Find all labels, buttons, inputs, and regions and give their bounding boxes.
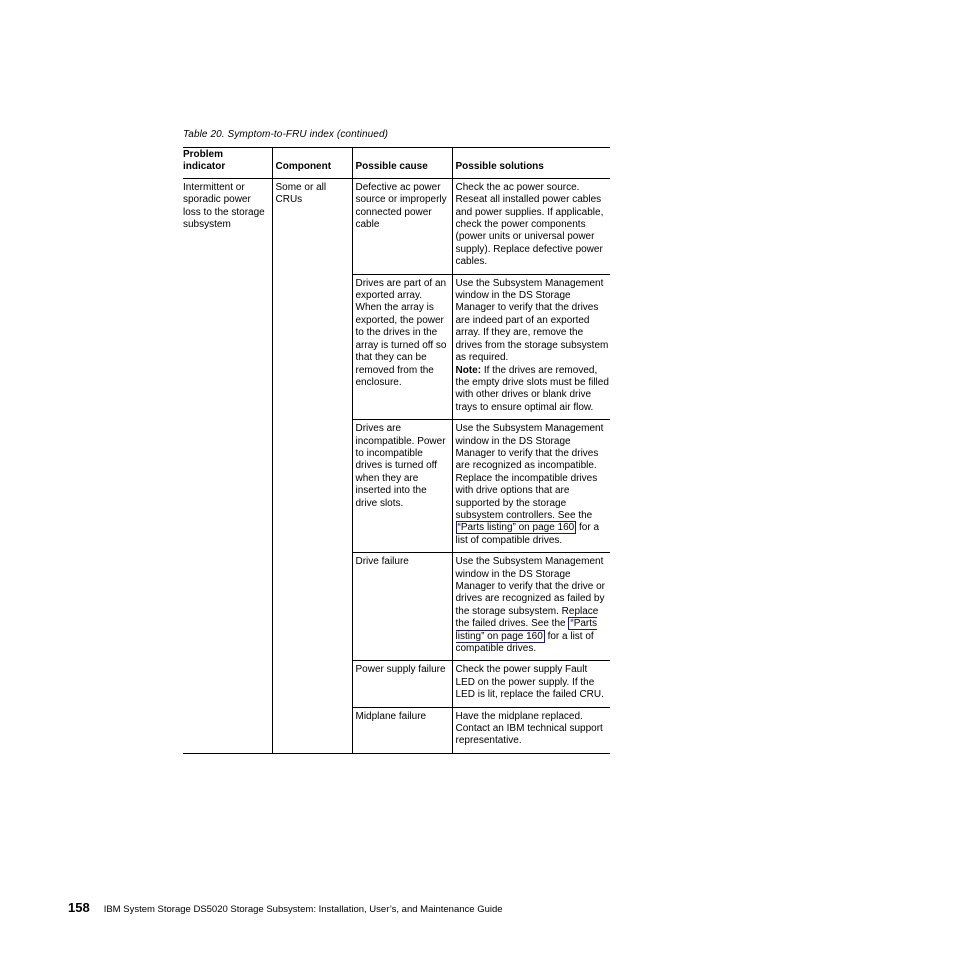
page-number: 158 bbox=[68, 900, 90, 915]
solution-cell: Check the ac power source. Reseat all installed power cables and power supplies. If applicable, check the power components (power units or universal power supply). Replace defective power cables. bbox=[452, 178, 610, 274]
solution-text: Use the Subsystem Management window in the DS Storage Manager to verify that the drives are recognized as incompatible. Replace the incompatible drives with drive options that are supported by the storage subsystem controllers. See the bbox=[455, 423, 604, 521]
header-possible-cause: Possible cause bbox=[352, 148, 452, 179]
note-label: Note: bbox=[455, 364, 482, 376]
table-header-row bbox=[183, 148, 610, 179]
header-component: Component bbox=[272, 148, 352, 179]
cause-cell: Defective ac power source or improperly connected power cable bbox=[352, 178, 452, 274]
header-possible-solutions: Possible solutions bbox=[452, 148, 610, 179]
parts-listing-link[interactable]: “Parts listing” on page 160 bbox=[455, 618, 598, 642]
symptom-to-fru-table bbox=[183, 147, 610, 754]
cause-cell: Drive failure bbox=[352, 553, 452, 661]
cause-cell: Drives are part of an exported array. When the array is exported, the power to the drives in the array is turned off so that they can be removed from the enclosure. bbox=[352, 274, 452, 419]
header-problem-line1: Problem bbox=[183, 149, 224, 160]
solution-cell: Have the midplane replaced. Contact an IBM technical support representative. bbox=[452, 707, 610, 753]
cause-cell: Drives are incompatible. Power to incompatible drives is turned off when they are inserted into the drive slots. bbox=[352, 420, 452, 553]
solution-cell: Check the power supply Fault LED on the power supply. If the LED is lit, replace the failed CRU. bbox=[452, 661, 610, 707]
table-row bbox=[183, 178, 610, 274]
solution-text: Use the Subsystem Management window in the DS Storage Manager to verify that the drive or drives are recognized as failed by the storage subsystem. Replace the failed drives. See the bbox=[455, 556, 606, 630]
solution-cell bbox=[452, 553, 610, 661]
component-cell: Some or all CRUs bbox=[272, 178, 352, 753]
solution-cell bbox=[452, 274, 610, 419]
solution-cell bbox=[452, 420, 610, 553]
page-footer bbox=[68, 900, 503, 915]
header-problem-indicator bbox=[183, 148, 272, 179]
solution-text-after: for a list of compatible drives. bbox=[455, 522, 600, 546]
footer-title: IBM System Storage DS5020 Storage Subsystem: Installation, User’s, and Maintenance Guide bbox=[103, 904, 503, 915]
cause-cell: Midplane failure bbox=[352, 707, 452, 753]
note-text: If the drives are removed, the empty drive slots must be filled with other drives or blank drive trays to ensure optimal air flow. bbox=[455, 364, 609, 413]
solution-text: Use the Subsystem Management window in the DS Storage Manager to verify that the drives are indeed part of an exported array. If they are, remove the drives from the storage subsystem as required. bbox=[455, 277, 609, 364]
table-caption: Table 20. Symptom-to-FRU index (continued) bbox=[183, 129, 389, 140]
problem-indicator-cell: Intermittent or sporadic power loss to the storage subsystem bbox=[183, 178, 272, 753]
cause-cell: Power supply failure bbox=[352, 661, 452, 707]
solution-text-after: for a list of compatible drives. bbox=[455, 630, 594, 655]
header-problem-line2: indicator bbox=[183, 161, 226, 173]
parts-listing-link[interactable]: “Parts listing” on page 160 bbox=[457, 522, 575, 534]
